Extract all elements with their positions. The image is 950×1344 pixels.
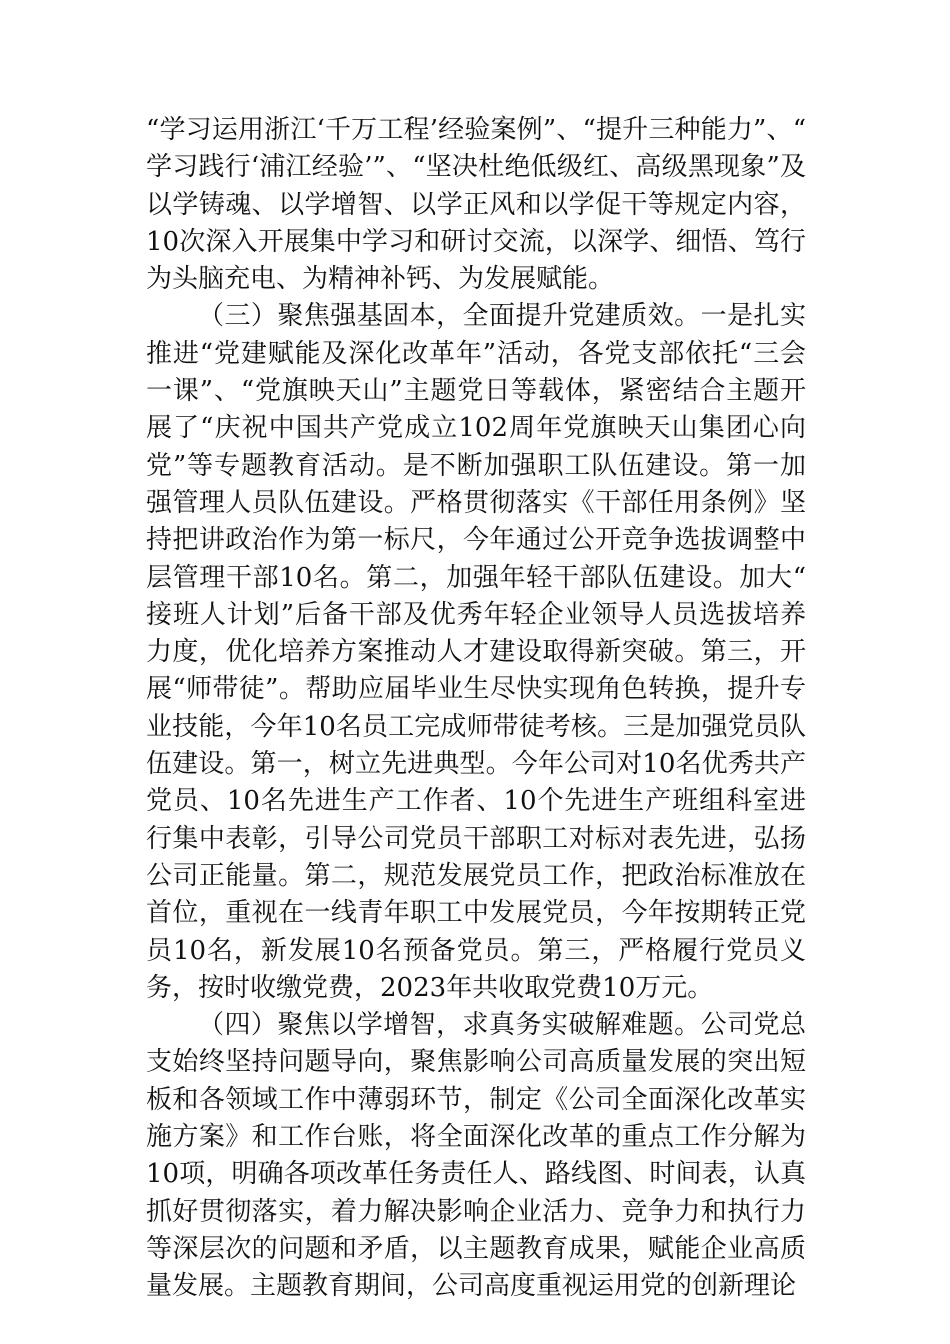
- paragraph-continuation: “学习运用浙江‘千万工程’经验案例”、“提升三种能力”、“学习践行‘浦江经验’”、“坚决杜绝低级红、高级黑现象”及以学铸魂、以学增智、以学正风和以学促干等规定内容，10次深入开展集中学习和研讨交流，以深学、细悟、笃行为头脑充电、为精神补钙、为发展赋能。: [146, 115, 806, 295]
- paragraph-section-four: （四）聚焦以学增智，求真务实破解难题。公司党总支始终坚持问题导向，聚焦影响公司高质量发展的突出短板和各领域工作中薄弱环节，制定《公司全面深化改革实施方案》和工作台账，将全面深化改革的重点工作分解为10项，明确各项改革任务责任人、路线图、时间表，认真抓好贯彻落实，着力解决影响企业活力、竞争力和执行力等深层次的问题和矛盾，以主题教育成果，赋能企业高质量发展。主题教育期间，公司高度重视运用党的创新理论: [146, 1010, 806, 1302]
- paragraph-section-three: （三）聚焦强基固本，全面提升党建质效。一是扎实推进“党建赋能及深化改革年”活动，各党支部依托“三会一课”、“党旗映天山”主题党日等载体，紧密结合主题开展了“庆祝中国共产党成立102周年党旗映天山集团心向党”等专题教育活动。是不断加强职工队伍建设。第一加强管理人员队伍建设。严格贯彻落实《干部任用条例》坚持把讲政治作为第一标尺，今年通过公开竞争选拔调整中层管理干部10名。第二，加强年轻干部队伍建设。加大“接班人计划”后备干部及优秀年轻企业领导人员选拔培养力度，优化培养方案推动人才建设取得新突破。第三，开展“师带徒”。帮助应届毕业生尽快实现角色转换，提升专业技能，今年10名员工完成师带徒考核。三是加强党员队伍建设。第一，树立先进典型。今年公司对10名优秀共产党员、10名先进生产工作者、10个先进生产班组科室进行集中表彰，引导公司党员干部职工对标对表先进，弘扬公司正能量。第二，规范发展党员工作，把政治标准放在首位，重视在一线青年职工中发展党员，今年按期转正党员10名，新发展10名预备党员。第三，严格履行党员义务，按时收缴党费，2023年共收取党费10万元。: [146, 301, 806, 1003]
- document-body: [146, 112, 806, 1306]
